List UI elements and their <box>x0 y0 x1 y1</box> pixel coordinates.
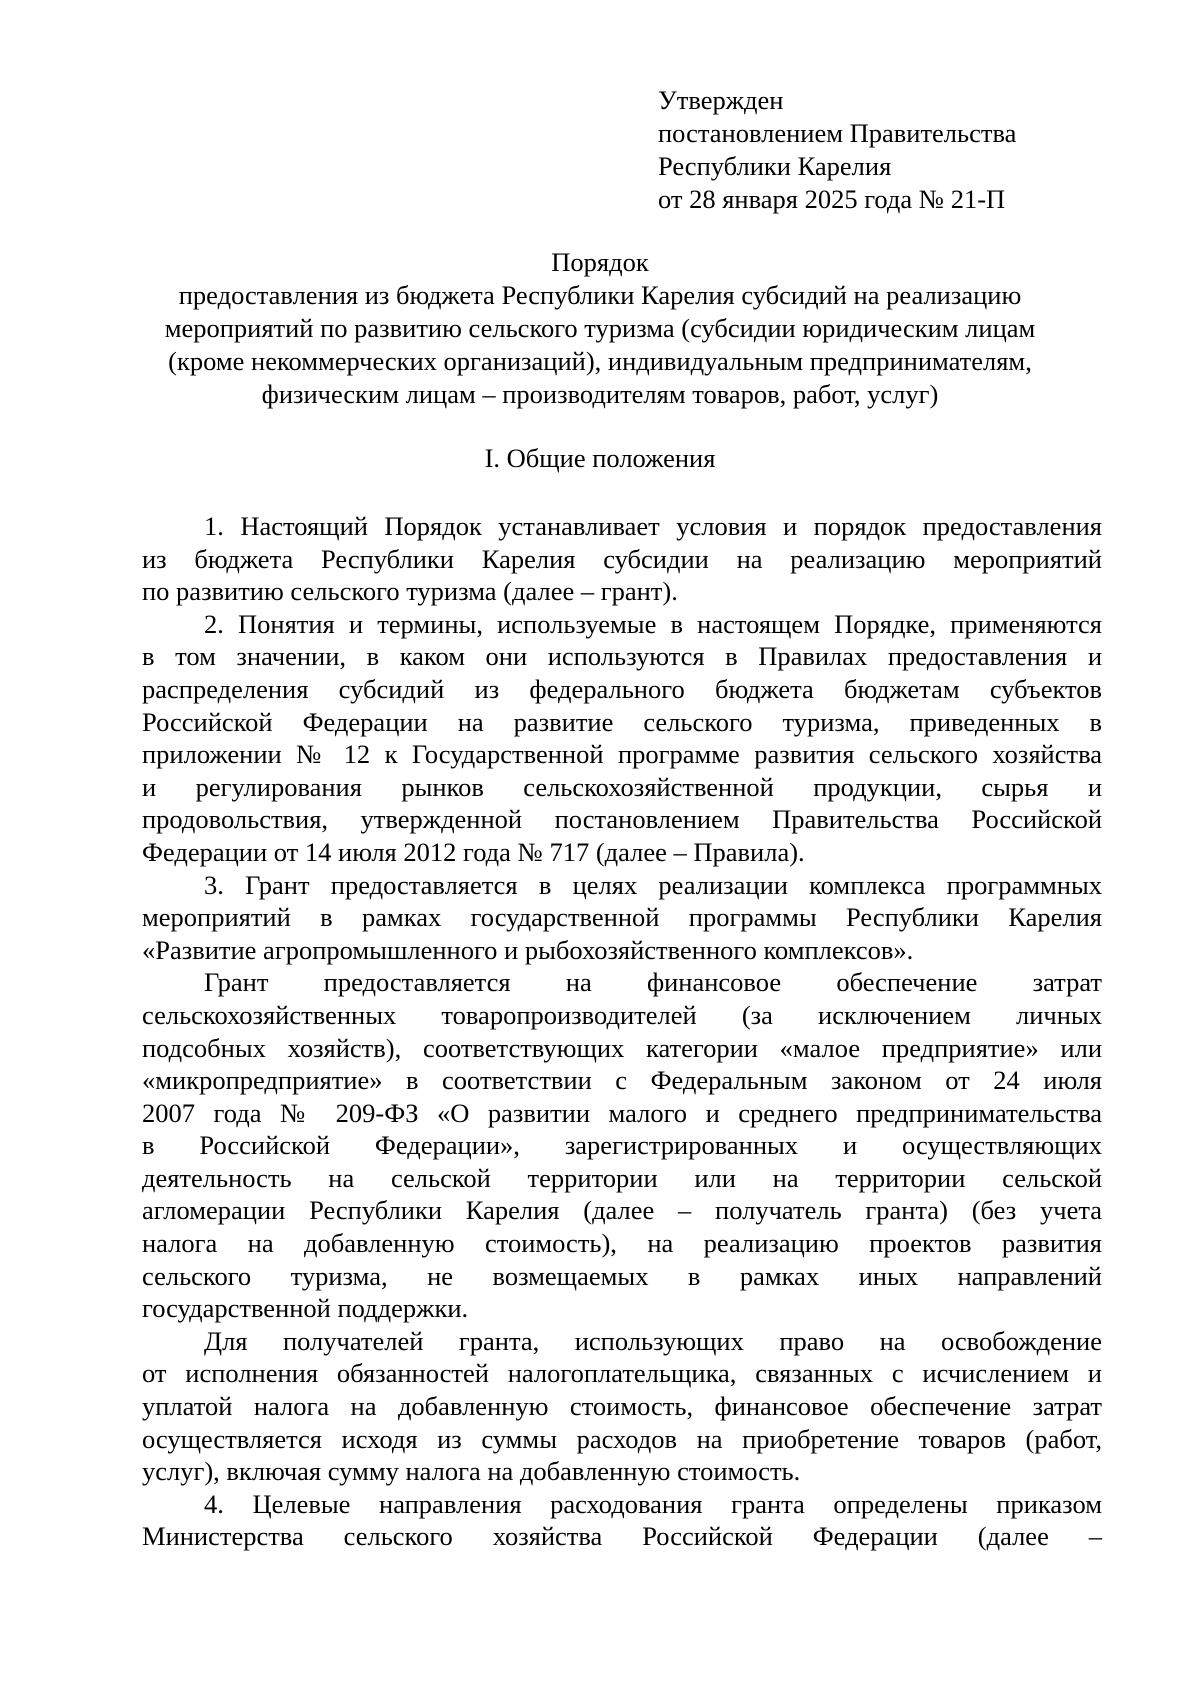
text-line: 1. Настоящий Порядок устанавливает условия и порядок предоставления <box>204 511 1102 541</box>
approval-date-line: от 28 января 2025 года № 21-П <box>658 184 1006 214</box>
text-line: Федерации от 14 июля 2012 года № 717 (далее – Правила). <box>142 836 805 867</box>
text-line: 2007 года № 209-ФЗ «О развитии малого и среднего предпринимательства <box>142 1097 1102 1128</box>
paragraph-1 <box>142 510 1102 608</box>
text-line: Министерства сельского хозяйства Российской Федерации (далее – <box>142 1521 1102 1552</box>
paragraph-vat-note <box>142 1325 1102 1488</box>
text-line: Грант предоставляется на финансовое обеспечение затрат <box>204 967 1102 998</box>
text-line: мероприятий в рамках государственной программы Республики Карелия <box>142 902 1102 933</box>
text-line: деятельность на сельской территории или на территории сельской <box>142 1162 1102 1193</box>
section-heading: I. Общие положения <box>484 443 716 473</box>
text-line: из бюджета Республики Карелия субсидии на реализацию мероприятий <box>142 543 1102 574</box>
approval-stamp <box>658 84 1138 216</box>
text-line: от исполнения обязанностей налогоплательщика, связанных с исчислением и <box>142 1358 1102 1389</box>
document-body <box>142 510 1102 1553</box>
paragraph-2 <box>142 608 1102 869</box>
text-line: сельского туризма, не возмещаемых в рамках иных направлений <box>142 1260 1102 1291</box>
text-line: агломерации Республики Карелия (далее – получатель гранта) (без учета <box>142 1195 1102 1226</box>
paragraph-4 <box>142 1488 1102 1553</box>
text-line: и регулирования рынков сельскохозяйственной продукции, сырья и <box>142 771 1102 802</box>
title-line: физическим лицам – производителям товаров, работ, услуг) <box>261 379 939 409</box>
text-line: 4. Целевые направления расходования гранта определены приказом <box>204 1488 1102 1519</box>
text-line: приложении № 12 к Государственной программе развития сельского хозяйства <box>142 739 1102 770</box>
title-line: предоставления из бюджета Республики Карелия субсидий на реализацию <box>178 280 1022 310</box>
document-title <box>150 246 1050 411</box>
text-line: распределения субсидий из федерального бюджета бюджетам субъектов <box>142 673 1102 704</box>
text-line: 2. Понятия и термины, используемые в настоящем Порядке, применяются <box>204 608 1102 639</box>
paragraph-3-continued <box>142 966 1102 1325</box>
title-line: (кроме некоммерческих организаций), индивидуальным предпринимателям, <box>168 346 1032 376</box>
text-line: 3. Грант предоставляется в целях реализации комплекса программных <box>204 869 1102 900</box>
text-line: уплатой налога на добавленную стоимость, финансовое обеспечение затрат <box>142 1391 1102 1422</box>
approval-line: постановлением Правительства <box>658 118 1017 148</box>
text-line: продовольствия, утвержденной постановлением Правительства Российской <box>142 804 1102 835</box>
approval-line: Утвержден <box>658 85 784 115</box>
text-line: Российской Федерации на развитие сельского туризма, приведенных в <box>142 706 1102 737</box>
text-line: «Развитие агропромышленного и рыбохозяйственного комплексов». <box>142 934 914 965</box>
text-line: в том значении, в каком они используются в Правилах предоставления и <box>142 641 1102 672</box>
paragraph-3 <box>142 869 1102 967</box>
text-line: налога на добавленную стоимость), на реализацию проектов развития <box>142 1228 1102 1259</box>
approval-line: Республики Карелия <box>658 151 892 181</box>
text-line: государственной поддержки. <box>142 1293 469 1324</box>
text-line: подсобных хозяйств), соответствующих категории «малое предприятие» или <box>142 1032 1102 1063</box>
text-line: Для получателей гранта, использующих право на освобождение <box>204 1325 1102 1356</box>
text-line: сельскохозяйственных товаропроизводителей (за исключением личных <box>142 999 1102 1030</box>
title-line: мероприятий по развитию сельского туризма (субсидии юридическим лицам <box>164 313 1036 343</box>
text-line: осуществляется исходя из суммы расходов на приобретение товаров (работ, <box>142 1423 1102 1454</box>
text-line: по развитию сельского туризма (далее – грант). <box>142 576 678 607</box>
title-heading: Порядок <box>551 247 649 277</box>
text-line: услуг), включая сумму налога на добавленную стоимость. <box>142 1456 801 1487</box>
text-line: в Российской Федерации», зарегистрированных и осуществляющих <box>142 1130 1102 1161</box>
text-line: «микропредприятие» в соответствии с Федеральным законом от 24 июля <box>142 1065 1102 1096</box>
